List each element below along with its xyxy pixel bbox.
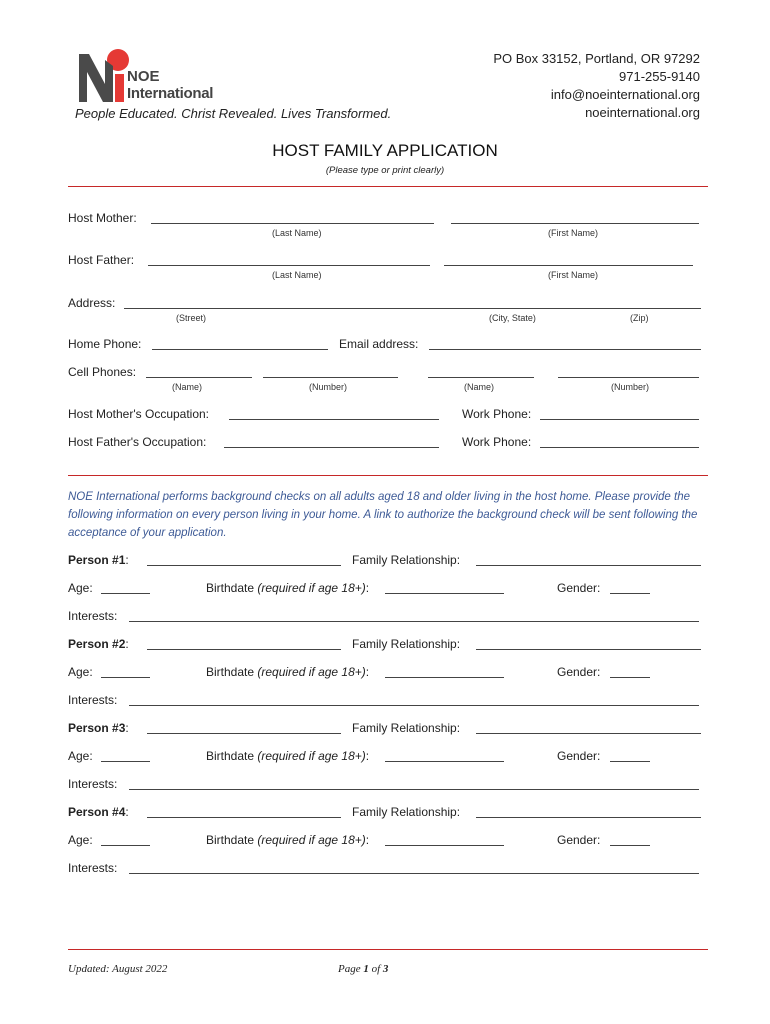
address-field[interactable] <box>124 308 701 309</box>
home-phone-label: Home Phone: <box>68 337 142 351</box>
birthdate-label: Birthdate (required if age 18+): <box>206 833 370 847</box>
host-mother-label: Host Mother: <box>68 211 137 225</box>
age-label: Age: <box>68 581 93 595</box>
phone-line: 971-255-9140 <box>619 69 700 84</box>
website-line: noeinternational.org <box>585 105 700 120</box>
mother-work-phone-field[interactable] <box>540 419 699 420</box>
email-field[interactable] <box>429 349 701 350</box>
family-relationship-field[interactable] <box>476 733 701 734</box>
number-caption: (Number) <box>611 382 650 392</box>
first-name-caption: (First Name) <box>548 228 598 238</box>
contact-address <box>493 50 700 122</box>
family-relationship-label: Family Relationship: <box>352 721 461 735</box>
email-line: info@noeinternational.org <box>550 87 700 102</box>
age-label: Age: <box>68 833 93 847</box>
birthdate-field[interactable] <box>385 593 504 594</box>
page-of: of <box>371 963 381 975</box>
family-relationship-field[interactable] <box>476 817 701 818</box>
cell-phones-label: Cell Phones: <box>68 365 137 379</box>
gender-field[interactable] <box>610 761 650 762</box>
home-phone-field[interactable] <box>152 349 328 350</box>
interests-label: Interests: <box>68 777 118 791</box>
host-mother-last-field[interactable] <box>151 223 434 224</box>
last-name-caption: (Last Name) <box>272 270 322 280</box>
age-field[interactable] <box>101 845 150 846</box>
birthdate-field[interactable] <box>385 677 504 678</box>
family-relationship-label: Family Relationship: <box>352 553 461 567</box>
gender-field[interactable] <box>610 677 650 678</box>
age-label: Age: <box>68 749 93 763</box>
name-caption: (Name) <box>172 382 203 392</box>
father-work-phone-field[interactable] <box>540 447 699 448</box>
gender-label: Gender: <box>557 581 601 595</box>
divider <box>68 186 708 187</box>
age-field[interactable] <box>101 593 150 594</box>
logo-text-bottom: International <box>127 85 214 102</box>
person-label: Person #4: <box>68 805 129 819</box>
person-label: Person #3: <box>68 721 129 735</box>
work-phone-label: Work Phone: <box>462 435 532 449</box>
mother-occupation-label: Host Mother's Occupation: <box>68 407 210 421</box>
footer-page <box>338 963 388 975</box>
mother-occupation-field[interactable] <box>229 419 439 420</box>
gender-field[interactable] <box>610 593 650 594</box>
page-word: Page <box>338 963 361 975</box>
logo <box>75 46 220 104</box>
person-name-field[interactable] <box>147 817 341 818</box>
father-occupation-label: Host Father's Occupation: <box>68 435 207 449</box>
address-label: Address: <box>68 296 116 310</box>
interests-field[interactable] <box>129 789 699 790</box>
person-name-field[interactable] <box>147 565 341 566</box>
gender-label: Gender: <box>557 833 601 847</box>
person-name-field[interactable] <box>147 733 341 734</box>
gender-field[interactable] <box>610 845 650 846</box>
gender-label: Gender: <box>557 749 601 763</box>
address-line: PO Box 33152, Portland, OR 97292 <box>493 51 700 66</box>
name-caption: (Name) <box>464 382 495 392</box>
form-subtitle: (Please type or print clearly) <box>325 165 445 176</box>
divider <box>68 949 708 950</box>
person-label: Person #1: <box>68 553 129 567</box>
divider <box>68 475 708 476</box>
email-label: Email address: <box>339 337 419 351</box>
city-state-caption: (City, State) <box>489 313 536 323</box>
logo-text-top: NOE <box>127 68 160 85</box>
gender-label: Gender: <box>557 665 601 679</box>
host-father-last-field[interactable] <box>148 265 430 266</box>
birthdate-field[interactable] <box>385 761 504 762</box>
birthdate-label: Birthdate (required if age 18+): <box>206 665 370 679</box>
family-relationship-label: Family Relationship: <box>352 805 461 819</box>
age-label: Age: <box>68 665 93 679</box>
work-phone-label: Work Phone: <box>462 407 532 421</box>
interests-field[interactable] <box>129 873 699 874</box>
interests-label: Interests: <box>68 609 118 623</box>
tagline: People Educated. Christ Revealed. Lives Transformed. <box>75 106 392 121</box>
age-field[interactable] <box>101 761 150 762</box>
host-father-label: Host Father: <box>68 253 135 267</box>
form-title: HOST FAMILY APPLICATION <box>272 141 498 160</box>
interests-field[interactable] <box>129 621 699 622</box>
birthdate-label: Birthdate (required if age 18+): <box>206 581 370 595</box>
father-occupation-field[interactable] <box>224 447 439 448</box>
first-name-caption: (First Name) <box>548 270 598 280</box>
cell-number-2-field[interactable] <box>558 377 699 378</box>
interests-field[interactable] <box>129 705 699 706</box>
interests-label: Interests: <box>68 861 118 875</box>
cell-name-2-field[interactable] <box>428 377 534 378</box>
family-relationship-field[interactable] <box>476 649 701 650</box>
footer-updated: Updated: August 2022 <box>68 963 168 975</box>
host-mother-first-field[interactable] <box>451 223 699 224</box>
person-name-field[interactable] <box>147 649 341 650</box>
person-label: Person #2: <box>68 637 129 651</box>
age-field[interactable] <box>101 677 150 678</box>
cell-name-1-field[interactable] <box>146 377 252 378</box>
birthdate-field[interactable] <box>385 845 504 846</box>
page-number: 1 <box>363 963 369 975</box>
interests-label: Interests: <box>68 693 118 707</box>
cell-number-1-field[interactable] <box>263 377 398 378</box>
host-father-first-field[interactable] <box>444 265 693 266</box>
family-relationship-field[interactable] <box>476 565 701 566</box>
background-check-notice: NOE International performs background checks on all adults aged 18 and older living in the host home. Please provide the following information on every person living in your home. A link to authorize the background check will be sent following the acceptance of your application. <box>68 491 698 539</box>
last-name-caption: (Last Name) <box>272 228 322 238</box>
family-relationship-label: Family Relationship: <box>352 637 461 651</box>
street-caption: (Street) <box>176 313 207 323</box>
zip-caption: (Zip) <box>630 313 649 323</box>
number-caption: (Number) <box>309 382 348 392</box>
page-total: 3 <box>382 963 389 975</box>
birthdate-label: Birthdate (required if age 18+): <box>206 749 370 763</box>
